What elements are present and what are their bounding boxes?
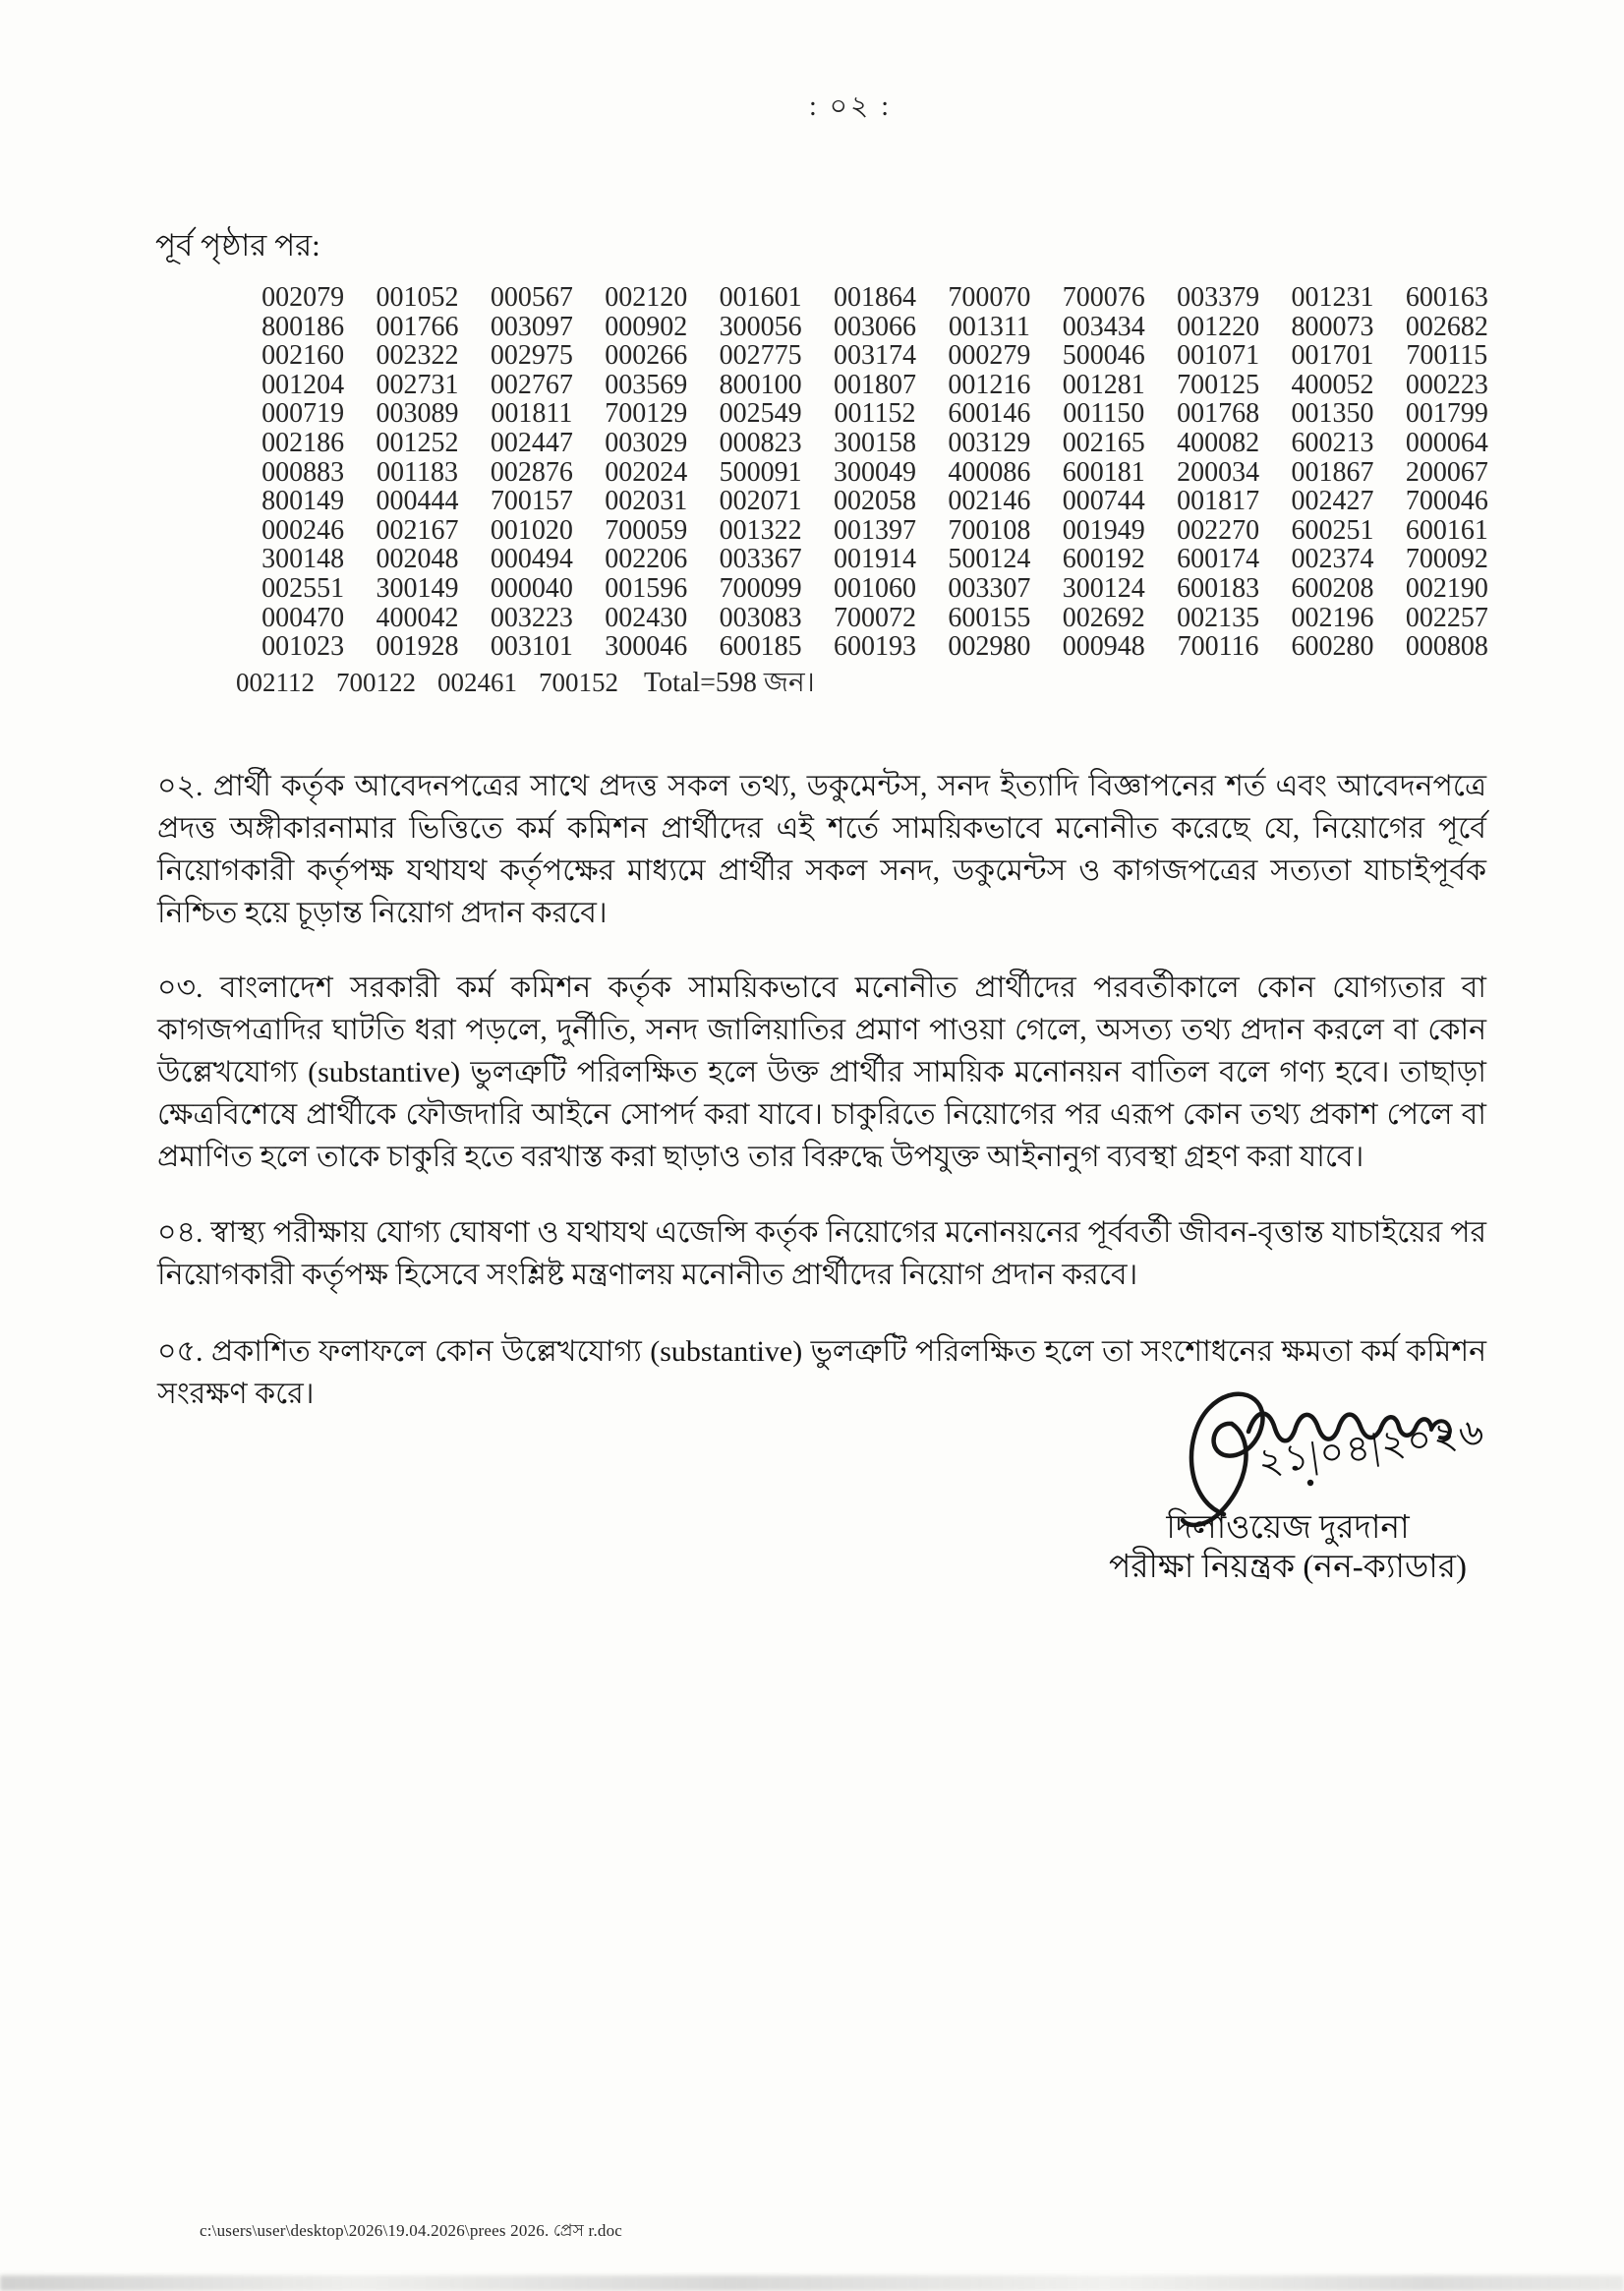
roll-row <box>246 632 1504 662</box>
file-path: c:\users\user\desktop\2026\19.04.2026\prees 2026. প্রেস r.doc <box>200 2221 623 2240</box>
roll-number: 600185 <box>719 631 802 663</box>
roll-number: 001023 <box>261 631 345 663</box>
roll-number: 003097 <box>490 311 573 342</box>
roll-number: 700046 <box>1405 486 1488 517</box>
roll-number: 700115 <box>1406 340 1488 372</box>
roll-number: 000883 <box>261 456 345 488</box>
roll-number: 003129 <box>948 427 1031 458</box>
roll-row <box>246 604 1504 633</box>
roll-number: 000494 <box>490 544 573 575</box>
roll-number: 001799 <box>1405 398 1488 430</box>
roll-number: 002980 <box>948 631 1031 663</box>
roll-number: 001231 <box>1291 282 1374 313</box>
roll-number: 001150 <box>1063 398 1145 430</box>
roll-number: 400086 <box>948 456 1031 488</box>
roll-number: 002975 <box>490 340 573 372</box>
roll-number: 003174 <box>833 340 916 372</box>
roll-number: 002146 <box>948 486 1031 517</box>
roll-row <box>246 371 1504 400</box>
roll-number: 000470 <box>261 602 345 633</box>
roll-number: 002048 <box>376 544 459 575</box>
roll-number: 001864 <box>833 282 916 313</box>
roll-number: 000948 <box>1062 631 1145 663</box>
roll-number: 300049 <box>833 456 916 488</box>
roll-number: 000823 <box>719 427 802 458</box>
roll-number: 001596 <box>605 572 688 604</box>
roll-number: 700116 <box>1177 631 1259 663</box>
roll-number: 003569 <box>605 369 688 400</box>
roll-number: 000567 <box>490 282 573 313</box>
roll-number: 500124 <box>948 544 1031 575</box>
roll-number: 002112 <box>236 667 315 697</box>
roll-number: 500091 <box>719 456 802 488</box>
roll-number: 300056 <box>719 311 802 342</box>
roll-number: 001701 <box>1291 340 1374 372</box>
roll-row <box>246 574 1504 604</box>
roll-number: 001216 <box>948 369 1031 400</box>
roll-number: 002031 <box>605 486 688 517</box>
roll-number: 003066 <box>833 311 916 342</box>
roll-number: 001183 <box>377 456 459 488</box>
roll-number: 002461 <box>437 667 517 697</box>
roll-number: 000444 <box>376 486 459 517</box>
roll-number: 002257 <box>1405 602 1488 633</box>
roll-number: 000064 <box>1405 427 1488 458</box>
roll-number: 001766 <box>376 311 459 342</box>
roll-number: 001397 <box>833 514 916 546</box>
roll-number: 800149 <box>261 486 345 517</box>
roll-grid <box>236 282 1504 698</box>
roll-number: 002374 <box>1291 544 1374 575</box>
roll-number: 600280 <box>1291 631 1374 663</box>
roll-number: 002682 <box>1405 311 1488 342</box>
scan-edge-artifact <box>0 2275 1624 2291</box>
roll-number: 001204 <box>261 369 345 400</box>
roll-number: 001152 <box>834 398 916 430</box>
roll-number: 002692 <box>1062 602 1145 633</box>
roll-number: 002206 <box>605 544 688 575</box>
paragraph-05: ০৫. প্রকাশিত ফলাফলে কোন উল্লেখযোগ্য (substantive) ভুলত্রুটি পরিলক্ষিত হলে তা সংশোধনের ক্ষমতা কর্ম কমিশন সংরক্ষণ করে। <box>157 1335 1486 1410</box>
roll-number: 600183 <box>1177 572 1260 604</box>
roll-number: 700125 <box>1177 369 1260 400</box>
signatory-name: দিলাওয়েজ দুরদানা <box>1166 1510 1410 1546</box>
roll-number: 700070 <box>948 282 1031 313</box>
roll-number: 700152 <box>539 667 618 697</box>
roll-number: 800073 <box>1291 311 1374 342</box>
roll-number: 600208 <box>1291 572 1374 604</box>
roll-row <box>246 458 1504 488</box>
roll-number: 500046 <box>1062 340 1145 372</box>
paragraph-04: ০৪. স্বাস্থ্য পরীক্ষায় যোগ্য ঘোষণা ও যথাযথ এজেন্সি কর্তৃক নিয়োগের মনোনয়নের পূর্ববর্তী জীবন-বৃত্তান্ত যাচাইয়ের পর নিয়োগকারী কর্তৃপক্ষ হিসেবে সংশ্লিষ্ট মন্ত্রণালয় মনোনীত প্রার্থীদের নিয়োগ প্রদান করবে। <box>157 1216 1486 1291</box>
roll-number: 002135 <box>1177 602 1260 633</box>
roll-number: 700157 <box>490 486 573 517</box>
roll-number: 700092 <box>1405 544 1488 575</box>
roll-number: 200067 <box>1405 456 1488 488</box>
page-number: : ০২ : <box>809 91 892 122</box>
roll-row <box>246 341 1504 371</box>
roll-number: 000266 <box>605 340 688 372</box>
roll-number: 001220 <box>1177 311 1260 342</box>
roll-number: 002549 <box>719 398 802 430</box>
roll-number: 001350 <box>1291 398 1374 430</box>
signature-date: ২১|০৪|২০২৬ <box>1255 1411 1488 1485</box>
roll-row <box>246 516 1504 546</box>
roll-number: 200034 <box>1177 456 1260 488</box>
roll-number: 600163 <box>1405 282 1488 313</box>
roll-number: 001052 <box>376 282 459 313</box>
roll-number: 400052 <box>1291 369 1374 400</box>
roll-number: 002024 <box>605 456 688 488</box>
roll-number: 001768 <box>1177 398 1260 430</box>
roll-number: 002079 <box>261 282 345 313</box>
roll-number: 003367 <box>719 544 802 575</box>
roll-number: 002120 <box>605 282 688 313</box>
roll-number: 001252 <box>376 427 459 458</box>
roll-number: 000744 <box>1062 486 1145 517</box>
roll-number: 600174 <box>1177 544 1260 575</box>
roll-number: 300148 <box>261 544 345 575</box>
roll-number: 002160 <box>261 340 345 372</box>
roll-number: 001867 <box>1291 456 1374 488</box>
roll-number: 001949 <box>1062 514 1145 546</box>
roll-number: 002071 <box>719 486 802 517</box>
roll-number: 001807 <box>833 369 916 400</box>
roll-number: 001311 <box>948 311 1030 342</box>
roll-number: 000223 <box>1405 369 1488 400</box>
roll-number: 700072 <box>833 602 916 633</box>
roll-number: 300046 <box>605 631 688 663</box>
roll-number: 400042 <box>376 602 459 633</box>
roll-number: 600181 <box>1062 456 1145 488</box>
roll-number: 001020 <box>490 514 573 546</box>
roll-row <box>246 545 1504 574</box>
roll-number: 002165 <box>1062 427 1145 458</box>
roll-number: 002270 <box>1177 514 1260 546</box>
roll-number: 002767 <box>490 369 573 400</box>
roll-number: 600193 <box>833 631 916 663</box>
roll-number: 002186 <box>261 427 345 458</box>
roll-row <box>246 429 1504 458</box>
roll-number: 700099 <box>719 572 802 604</box>
roll-number: 001071 <box>1177 340 1260 372</box>
roll-number: 000719 <box>261 398 345 430</box>
roll-number: 000808 <box>1405 631 1488 663</box>
roll-number: 003379 <box>1177 282 1260 313</box>
roll-number: 003434 <box>1062 311 1145 342</box>
roll-row <box>246 487 1504 516</box>
roll-number: 300124 <box>1062 572 1145 604</box>
roll-number: 001601 <box>719 282 802 313</box>
paragraph-02: ০২. প্রার্থী কর্তৃক আবেদনপত্রের সাথে প্রদত্ত সকল তথ্য, ডকুমেন্টস, সনদ ইত্যাদি বিজ্ঞাপনের শর্ত এবং আবেদনপত্রে প্রদত্ত অঙ্গীকারনামার ভিত্তিতে কর্ম কমিশন প্রার্থীদের এই শর্তে সাময়িকভাবে মনোনীত করেছে যে, নিয়োগের পূর্বে নিয়োগকারী কর্তৃপক্ষ যথাযথ কর্তৃপক্ষের মাধ্যমে প্রার্থীর সকল সনদ, ডকুমেন্টস ও কাগজপত্রের সত্যতা যাচাইপূর্বক নিশ্চিত হয়ে চূড়ান্ত নিয়োগ প্রদান করবে। <box>157 770 1486 929</box>
roll-number: 600146 <box>948 398 1031 430</box>
roll-number: 002322 <box>376 340 459 372</box>
roll-number: 700129 <box>605 398 688 430</box>
roll-number: 003307 <box>948 572 1031 604</box>
roll-number: 600251 <box>1291 514 1374 546</box>
roll-number: 000040 <box>490 572 573 604</box>
continuation-label: পূর্ব পৃষ্ঠার পর: <box>155 228 320 263</box>
roll-number: 003089 <box>376 398 459 430</box>
roll-number: 700108 <box>948 514 1031 546</box>
roll-number: 600192 <box>1062 544 1145 575</box>
roll-number: 002430 <box>605 602 688 633</box>
roll-number: 002876 <box>490 456 573 488</box>
roll-number: 002190 <box>1405 572 1488 604</box>
roll-number: 800100 <box>719 369 802 400</box>
roll-number: 400082 <box>1177 427 1260 458</box>
roll-number: 001817 <box>1177 486 1260 517</box>
roll-number: 001322 <box>719 514 802 546</box>
roll-number: 002427 <box>1291 486 1374 517</box>
roll-number: 700122 <box>336 667 416 697</box>
roll-number: 600213 <box>1291 427 1374 458</box>
roll-row <box>246 283 1504 313</box>
paragraph-03: ০৩. বাংলাদেশ সরকারী কর্ম কমিশন কর্তৃক সাময়িকভাবে মনোনীত প্রার্থীদের পরবর্তীকালে কোন যোগ্যতার বা কাগজপত্রাদির ঘাটতি ধরা পড়লে, দুর্নীতি, সনদ জালিয়াতির প্রমাণ পাওয়া গেলে, অসত্য তথ্য প্রদান করলে বা কোন উল্লেখযোগ্য (substantive) ভুলত্রুটি পরিলক্ষিত হলে উক্ত প্রার্থীর সাময়িক মনোনয়ন বাতিল বলে গণ্য হবে। তাছাড়া ক্ষেত্রবিশেষে প্রার্থীকে ফৌজদারি আইনে সোপর্দ করা যাবে। চাকুরিতে নিয়োগের পর এরূপ কোন তথ্য প্রকাশ পেলে বা প্রমাণিত হলে তাকে চাকুরি হতে বরখাস্ত করা ছাড়াও তার বিরুদ্ধে উপযুক্ত আইনানুগ ব্যবস্থা গ্রহণ করা যাবে। <box>157 971 1486 1173</box>
roll-number: 000246 <box>261 514 345 546</box>
roll-number: 003029 <box>605 427 688 458</box>
roll-number: 300158 <box>833 427 916 458</box>
roll-number: 002167 <box>376 514 459 546</box>
signatory-title: পরীক্ষা নিয়ন্ত্রক (নন-ক্যাডার) <box>1109 1550 1467 1585</box>
roll-row-last <box>236 668 1504 698</box>
roll-number: 001928 <box>376 631 459 663</box>
roll-row <box>246 399 1504 429</box>
roll-number: 002196 <box>1291 602 1374 633</box>
roll-number: 001060 <box>833 572 916 604</box>
roll-number: 000279 <box>948 340 1031 372</box>
roll-number: 001811 <box>491 398 573 430</box>
roll-number: 001914 <box>833 544 916 575</box>
roll-number: 700059 <box>605 514 688 546</box>
roll-number: 002447 <box>490 427 573 458</box>
signature-block <box>1109 1357 1488 1603</box>
roll-row <box>246 313 1504 342</box>
roll-number: 003223 <box>490 602 573 633</box>
roll-number: 003083 <box>719 602 802 633</box>
roll-number: 003101 <box>490 631 573 663</box>
roll-number: 001281 <box>1062 369 1145 400</box>
roll-number: 002731 <box>376 369 459 400</box>
roll-number: 000902 <box>605 311 688 342</box>
roll-number: 600161 <box>1405 514 1488 546</box>
roll-number: 300149 <box>376 572 459 604</box>
roll-number: 700076 <box>1062 282 1145 313</box>
roll-number: 002775 <box>719 340 802 372</box>
total-label: Total=598 জন। <box>644 667 815 698</box>
roll-number: 600155 <box>948 602 1031 633</box>
roll-number: 002058 <box>833 486 916 517</box>
roll-number: 800186 <box>261 311 345 342</box>
roll-number: 002551 <box>261 572 345 604</box>
